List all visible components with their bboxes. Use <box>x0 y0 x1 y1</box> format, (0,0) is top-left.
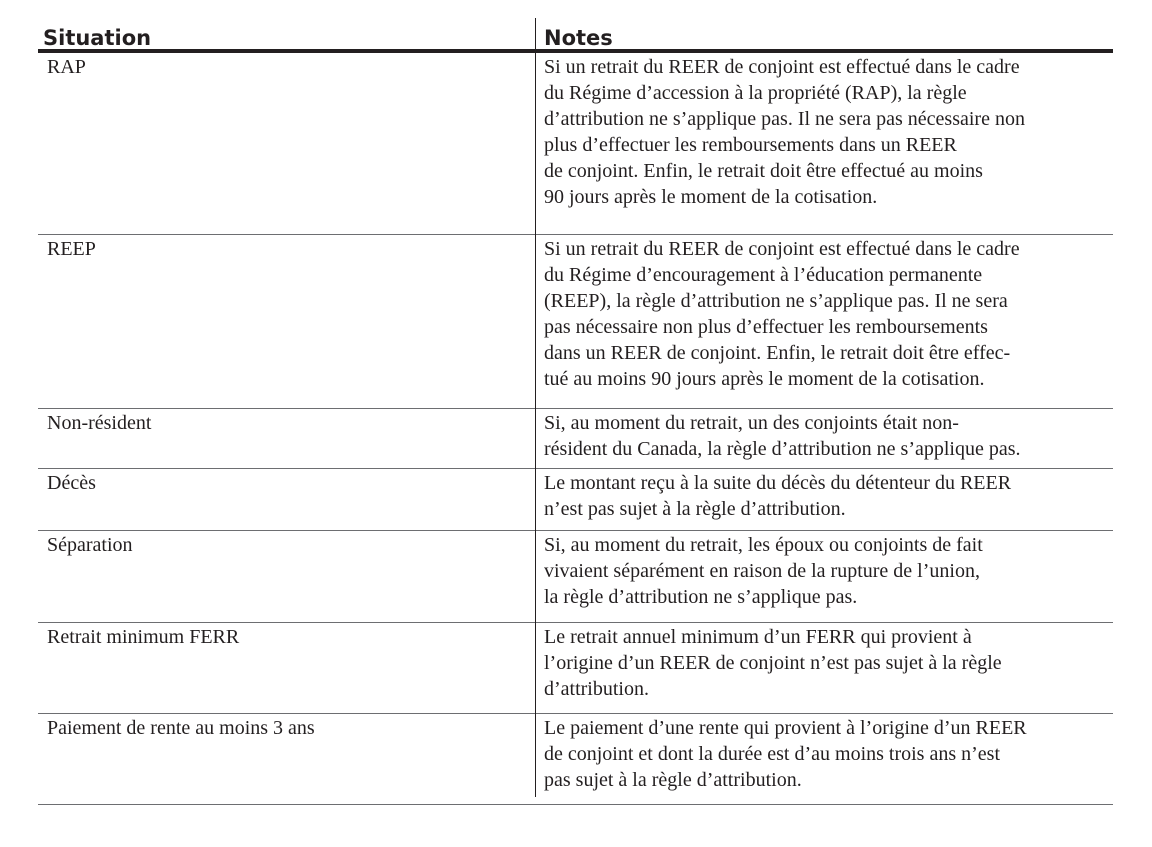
table-row <box>38 714 1113 805</box>
notes-line: résident du Canada, la règle d’attribution ne s’applique pas. <box>544 438 1021 460</box>
table-row <box>38 531 1113 623</box>
notes-cell <box>536 714 1113 804</box>
notes-line: de conjoint. Enfin, le retrait doit être effectué au moins <box>544 160 983 182</box>
table-row <box>38 409 1113 469</box>
notes-line: Le retrait annuel minimum d’un FERR qui provient à <box>544 626 972 648</box>
notes-line: plus d’effectuer les remboursements dans un REER <box>544 134 957 156</box>
situation-cell: Décès <box>47 472 96 494</box>
attribution-rules-table <box>38 18 1113 805</box>
notes-line: Si un retrait du REER de conjoint est effectué dans le cadre <box>544 56 1020 78</box>
situation-cell: Séparation <box>47 534 133 556</box>
situation-cell: REEP <box>47 238 96 260</box>
notes-line: vivaient séparément en raison de la rupture de l’union, <box>544 560 980 582</box>
notes-cell <box>536 623 1113 713</box>
notes-line: pas nécessaire non plus d’effectuer les remboursements <box>544 316 988 338</box>
notes-cell <box>536 469 1113 530</box>
notes-line: Le montant reçu à la suite du décès du détenteur du REER <box>544 472 1012 494</box>
notes-line: n’est pas sujet à la règle d’attribution. <box>544 498 846 520</box>
notes-cell <box>536 531 1113 622</box>
notes-cell <box>536 235 1113 408</box>
notes-line: du Régime d’accession à la propriété (RAP), la règle <box>544 82 967 104</box>
situation-cell: Paiement de rente au moins 3 ans <box>47 717 315 739</box>
header-situation: Situation <box>43 26 152 50</box>
notes-line: Si un retrait du REER de conjoint est effectué dans le cadre <box>544 238 1020 260</box>
column-divider <box>535 18 536 797</box>
situation-cell: Retrait minimum FERR <box>47 626 240 648</box>
table-row <box>38 53 1113 235</box>
notes-line: pas sujet à la règle d’attribution. <box>544 769 802 791</box>
notes-line: de conjoint et dont la durée est d’au moins trois ans n’est <box>544 743 1001 765</box>
notes-line: Si, au moment du retrait, les époux ou conjoints de fait <box>544 534 983 556</box>
table-row <box>38 235 1113 409</box>
notes-cell <box>536 409 1113 468</box>
notes-line: tué au moins 90 jours après le moment de la cotisation. <box>544 368 985 390</box>
situation-cell: Non-résident <box>47 412 152 434</box>
situation-cell: RAP <box>47 56 86 78</box>
notes-line: 90 jours après le moment de la cotisation. <box>544 186 878 208</box>
table-row <box>38 469 1113 531</box>
table-header <box>38 18 1113 53</box>
table-row <box>38 623 1113 714</box>
notes-line: dans un REER de conjoint. Enfin, le retrait doit être effec- <box>544 342 1011 364</box>
notes-line: d’attribution. <box>544 678 649 700</box>
notes-line: l’origine d’un REER de conjoint n’est pas sujet à la règle <box>544 652 1002 674</box>
notes-line: d’attribution ne s’applique pas. Il ne sera pas nécessaire non <box>544 108 1025 130</box>
header-notes: Notes <box>544 26 613 50</box>
notes-line: la règle d’attribution ne s’applique pas. <box>544 586 858 608</box>
notes-cell <box>536 53 1113 234</box>
notes-line: du Régime d’encouragement à l’éducation permanente <box>544 264 983 286</box>
notes-line: (REEP), la règle d’attribution ne s’applique pas. Il ne sera <box>544 290 1008 312</box>
notes-line: Le paiement d’une rente qui provient à l’origine d’un REER <box>544 717 1027 739</box>
notes-line: Si, au moment du retrait, un des conjoints était non- <box>544 412 959 434</box>
